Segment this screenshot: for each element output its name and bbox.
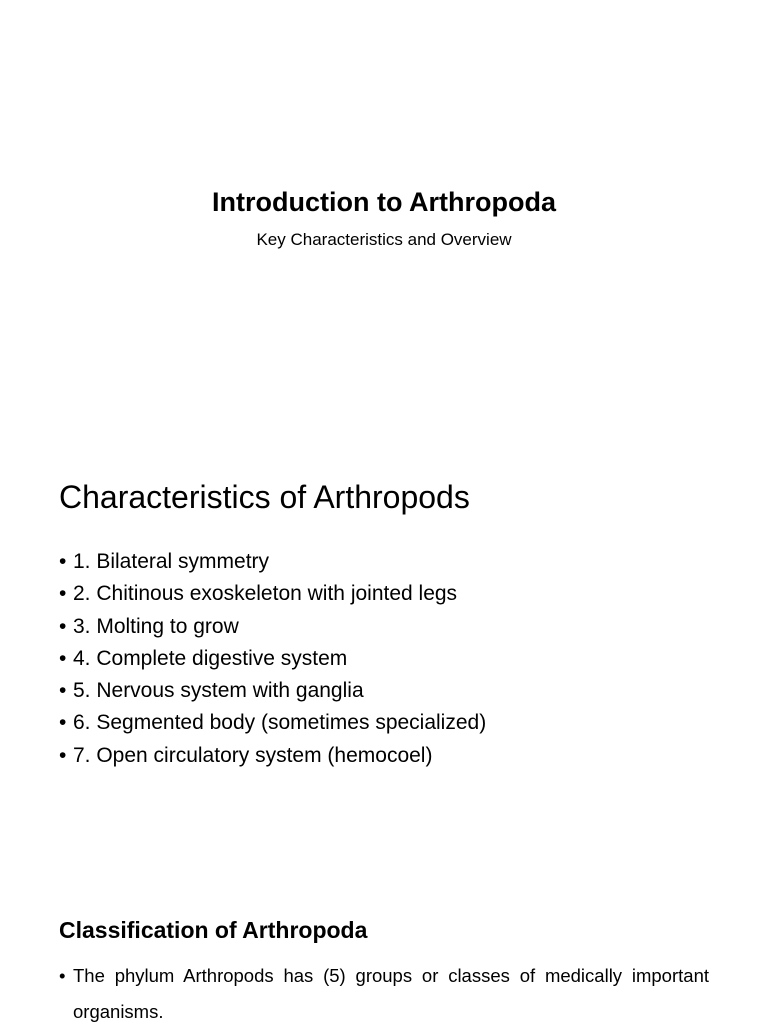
classification-list bbox=[59, 958, 709, 1030]
characteristics-list bbox=[59, 546, 486, 772]
list-item-text: The phylum Arthropods has (5) groups or classes of medically important organisms. bbox=[73, 965, 709, 1022]
classification-heading: Classification of Arthropoda bbox=[59, 917, 368, 943]
list-item bbox=[59, 675, 486, 707]
list-item-text: 4. Complete digestive system bbox=[73, 646, 348, 670]
list-item bbox=[59, 707, 486, 739]
list-item bbox=[59, 740, 486, 772]
page-subtitle: Key Characteristics and Overview bbox=[256, 230, 512, 249]
list-item-text: 3. Molting to grow bbox=[73, 614, 239, 638]
bullet-icon: • bbox=[59, 965, 66, 986]
bullet-icon: • bbox=[59, 743, 67, 767]
list-item bbox=[59, 611, 486, 643]
bullet-icon: • bbox=[59, 614, 67, 638]
bullet-icon: • bbox=[59, 646, 67, 670]
bullet-icon: • bbox=[59, 679, 67, 703]
list-item bbox=[59, 578, 486, 610]
bullet-icon: • bbox=[59, 711, 67, 735]
list-item bbox=[59, 958, 709, 1030]
list-item bbox=[59, 643, 486, 675]
list-item-text: 2. Chitinous exoskeleton with jointed legs bbox=[73, 582, 458, 606]
page-title: Introduction to Arthropoda bbox=[212, 187, 556, 217]
characteristics-heading: Characteristics of Arthropods bbox=[59, 479, 470, 515]
bullet-icon: • bbox=[59, 582, 67, 606]
list-item bbox=[59, 546, 486, 578]
list-item-text: 5. Nervous system with ganglia bbox=[73, 679, 364, 703]
bullet-icon: • bbox=[59, 550, 67, 573]
list-item-text: 7. Open circulatory system (hemocoel) bbox=[73, 743, 433, 767]
list-item-text: 6. Segmented body (sometimes specialized) bbox=[73, 711, 487, 735]
list-item-text: 1. Bilateral symmetry bbox=[73, 550, 270, 573]
